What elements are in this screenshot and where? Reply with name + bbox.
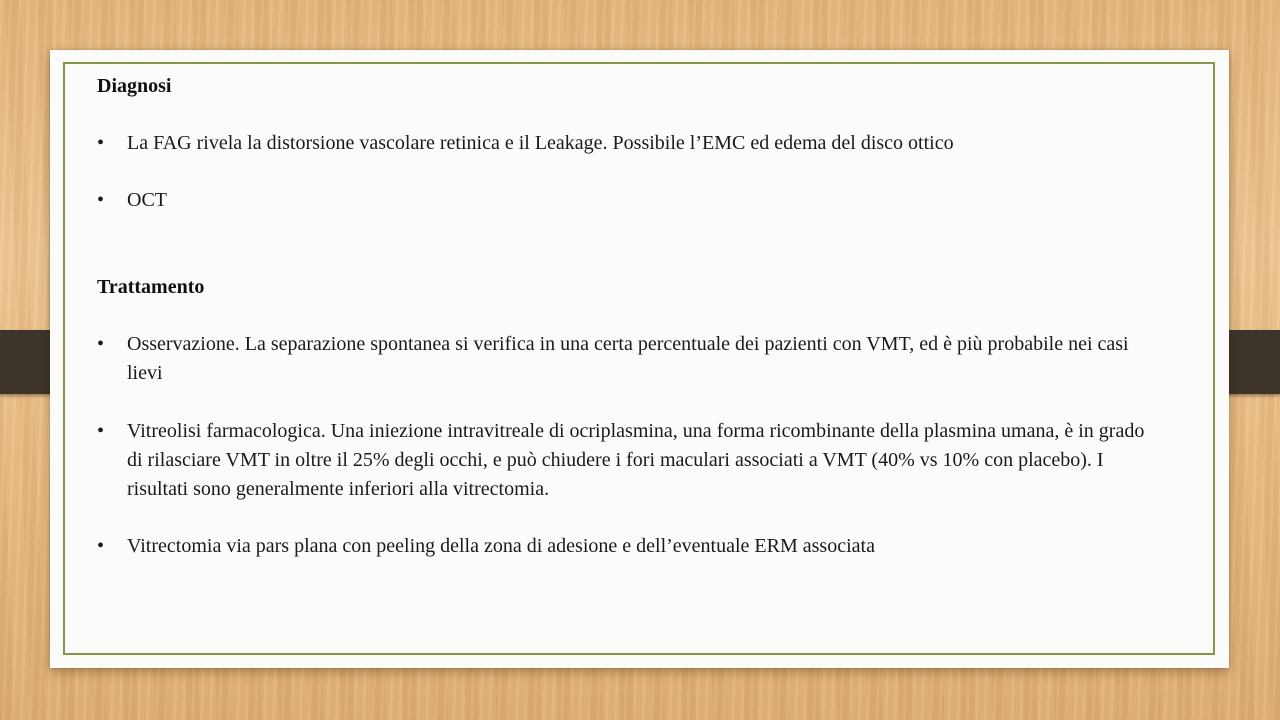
slide-paper bbox=[50, 50, 1229, 668]
bullet-oct bbox=[97, 186, 1157, 215]
bullet-text: Osservazione. La separazione spontanea si verifica in una certa percentuale dei pazienti con VMT, ed è più probabile nei casi lievi bbox=[127, 333, 1129, 384]
bullet-dot: • bbox=[97, 132, 105, 154]
bullet-vitrectomia bbox=[97, 532, 1157, 561]
bullet-dot: • bbox=[97, 420, 105, 442]
bullet-fag bbox=[97, 129, 1157, 158]
heading-diagnosi: Diagnosi bbox=[97, 75, 172, 97]
bullet-text: Vitrectomia via pars plana con peeling della zona di adesione e dell’eventuale ERM associata bbox=[127, 535, 875, 557]
bullet-osservazione bbox=[97, 330, 1157, 388]
heading-trattamento: Trattamento bbox=[97, 276, 205, 298]
bullet-text: La FAG rivela la distorsione vascolare retinica e il Leakage. Possibile l’EMC ed edema del disco ottico bbox=[127, 132, 954, 154]
bullet-vitreolisi bbox=[97, 417, 1157, 504]
bullet-text: OCT bbox=[127, 189, 167, 211]
bullet-dot: • bbox=[97, 535, 105, 557]
bullet-dot: • bbox=[97, 189, 105, 211]
bullet-dot: • bbox=[97, 333, 105, 355]
bullet-text: Vitreolisi farmacologica. Una iniezione intravitreale di ocriplasmina, una forma ricombinante della plasmina umana, è in grado di rilasciare VMT in oltre il 25% degli occhi, e può chiudere i fori maculari associati a VMT (40% vs 10% con placebo). I risultati sono generalmente inferiori alla vitrectomia. bbox=[127, 420, 1145, 500]
